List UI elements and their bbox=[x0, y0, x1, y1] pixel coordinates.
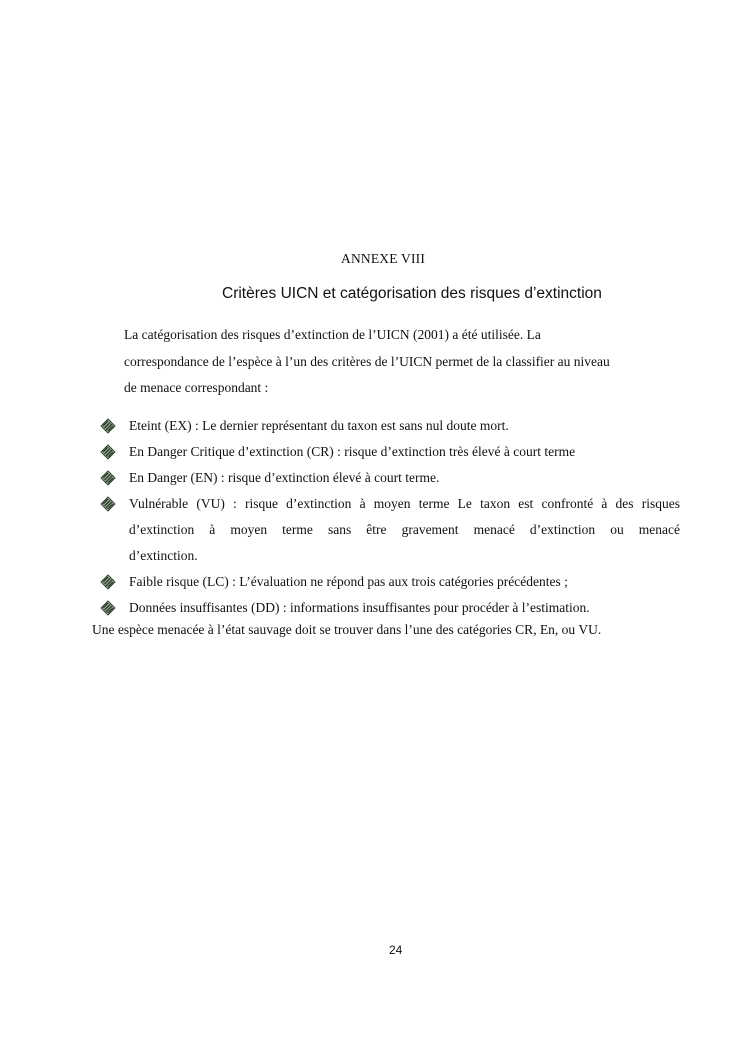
list-item bbox=[100, 439, 680, 465]
intro-line: correspondance de l’espèce à l’un des critères de l’UICN permet de la classifier au niveau bbox=[124, 353, 610, 369]
striped-diamond-icon bbox=[100, 574, 116, 590]
intro-line: de menace correspondant : bbox=[124, 380, 269, 395]
list-item bbox=[100, 569, 680, 595]
list-item-text: Eteint (EX) : Le dernier représentant du taxon est sans nul doute mort. bbox=[129, 418, 509, 433]
intro-paragraph bbox=[124, 322, 684, 402]
list-item-text: Données insuffisantes (DD) : informations insuffisantes pour procéder à l’estimation. bbox=[129, 600, 590, 615]
list-item-text: d’extinction. bbox=[129, 548, 198, 563]
list-item-text: Faible risque (LC) : L’évaluation ne répond pas aux trois catégories précédentes ; bbox=[129, 574, 568, 589]
list-item bbox=[100, 413, 680, 439]
striped-diamond-icon bbox=[100, 496, 116, 512]
category-list bbox=[100, 413, 680, 621]
striped-diamond-icon bbox=[100, 418, 116, 434]
list-item-text: Vulnérable (VU) : risque d’extinction à moyen terme Le taxon est confronté à des risques bbox=[129, 496, 680, 511]
list-item bbox=[100, 465, 680, 491]
intro-line: La catégorisation des risques d’extinction de l’UICN (2001) a été utilisée. La bbox=[124, 327, 541, 342]
annex-label: ANNEXE VIII bbox=[341, 251, 426, 266]
list-item-text: En Danger (EN) : risque d’extinction élevé à court terme. bbox=[129, 470, 440, 485]
list-item bbox=[100, 491, 680, 569]
page-number: 24 bbox=[389, 943, 403, 957]
page-title: Critères UICN et catégorisation des risques d’extinction bbox=[222, 285, 602, 302]
striped-diamond-icon bbox=[100, 444, 116, 460]
conclusion-text: Une espèce menacée à l’état sauvage doit se trouver dans l’une des catégories CR, En, ou VU. bbox=[92, 622, 602, 637]
striped-diamond-icon bbox=[100, 600, 116, 616]
list-item bbox=[100, 595, 680, 621]
list-item-text: d’extinction à moyen terme sans être gravement menacé d’extinction ou menacé bbox=[129, 522, 680, 537]
striped-diamond-icon bbox=[100, 470, 116, 486]
list-item-text: En Danger Critique d’extinction (CR) : risque d’extinction très élevé à court terme bbox=[129, 444, 576, 459]
